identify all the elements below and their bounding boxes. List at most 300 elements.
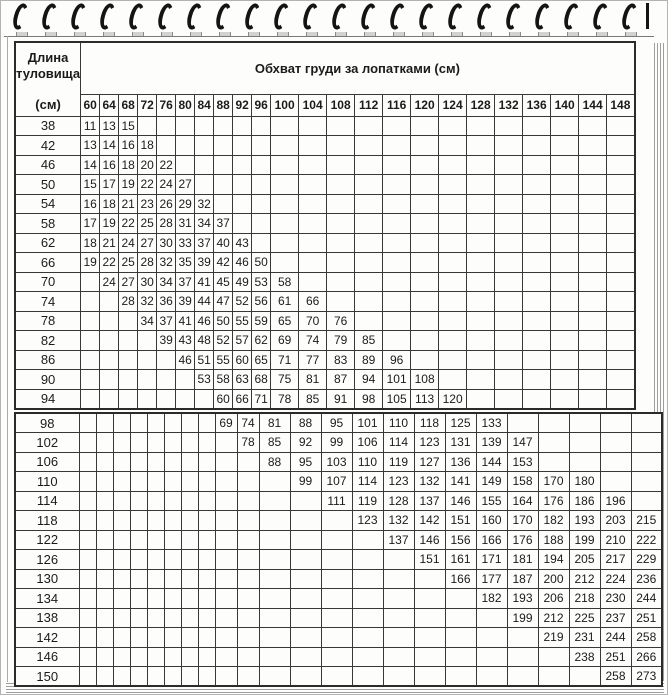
weight-cell xyxy=(290,530,321,550)
weight-cell: 156 xyxy=(445,530,476,550)
weight-cell xyxy=(355,311,383,331)
weight-cell xyxy=(355,155,383,175)
weight-cell xyxy=(411,253,439,273)
weight-cell xyxy=(81,272,100,292)
weight-cell: 224 xyxy=(600,569,631,589)
weight-cell xyxy=(414,667,445,687)
weight-cell xyxy=(538,667,569,687)
weight-cell: 161 xyxy=(445,550,476,570)
weight-cell: 222 xyxy=(631,530,662,550)
weight-cell: 14 xyxy=(81,155,100,175)
girth-column-label: 80 xyxy=(176,94,195,116)
weight-cell: 18 xyxy=(81,233,100,253)
weight-cell xyxy=(299,155,327,175)
weight-cell xyxy=(467,175,495,195)
weight-cell: 188 xyxy=(538,530,569,550)
weight-cell: 236 xyxy=(631,569,662,589)
weight-cell xyxy=(476,608,507,628)
weight-cell xyxy=(233,214,252,234)
weight-cell: 108 xyxy=(411,370,439,390)
weight-cell: 105 xyxy=(383,389,411,409)
weight-cell xyxy=(130,569,147,589)
weight-cell xyxy=(198,491,215,511)
weight-cell xyxy=(523,194,551,214)
weight-cell xyxy=(299,136,327,156)
weight-cell xyxy=(233,116,252,136)
weight-cell xyxy=(352,628,383,648)
weight-cell xyxy=(181,491,198,511)
table-header-row xyxy=(15,42,635,94)
weight-cell xyxy=(507,667,538,687)
weight-cell: 96 xyxy=(383,350,411,370)
weight-cell: 182 xyxy=(476,589,507,609)
table-row xyxy=(15,608,662,628)
weight-cell xyxy=(113,589,130,609)
weight-cell xyxy=(81,370,100,390)
table-row xyxy=(15,155,635,175)
body-length-label: 70 xyxy=(15,272,81,292)
weight-cell xyxy=(259,589,290,609)
weight-cell xyxy=(147,452,164,472)
weight-cell xyxy=(237,647,259,667)
weight-cell xyxy=(383,667,414,687)
weight-cell xyxy=(579,253,607,273)
weight-cell: 52 xyxy=(214,331,233,351)
body-length-label: 98 xyxy=(15,413,79,433)
weight-cell: 34 xyxy=(195,214,214,234)
weight-cell xyxy=(259,667,290,687)
weight-cell xyxy=(259,647,290,667)
weight-cell: 119 xyxy=(352,491,383,511)
weight-cell xyxy=(96,491,113,511)
weight-cell xyxy=(327,272,355,292)
weight-cell xyxy=(523,311,551,331)
spiral-ring-icon xyxy=(187,3,202,33)
weight-cell: 128 xyxy=(383,491,414,511)
weight-cell: 171 xyxy=(476,550,507,570)
spiral-ring-icon xyxy=(303,3,318,33)
weight-cell xyxy=(237,452,259,472)
table-row xyxy=(15,331,635,351)
weight-cell: 217 xyxy=(600,550,631,570)
weight-cell xyxy=(100,292,119,312)
weight-cell xyxy=(551,292,579,312)
spiral-ring-icon xyxy=(477,3,492,33)
weight-cell xyxy=(100,331,119,351)
weight-cell xyxy=(551,233,579,253)
weight-cell xyxy=(164,569,181,589)
weight-cell xyxy=(96,530,113,550)
weight-cell xyxy=(215,491,237,511)
weight-cell xyxy=(467,233,495,253)
weight-cell xyxy=(81,292,100,312)
weight-cell xyxy=(607,272,635,292)
weight-cell xyxy=(551,350,579,370)
weight-cell: 11 xyxy=(81,116,100,136)
weight-cell xyxy=(113,647,130,667)
weight-cell xyxy=(113,608,130,628)
weight-cell: 203 xyxy=(600,511,631,531)
weight-cell xyxy=(383,569,414,589)
weight-cell xyxy=(198,452,215,472)
weight-cell: 13 xyxy=(100,116,119,136)
weight-cell: 70 xyxy=(299,311,327,331)
weight-cell: 35 xyxy=(176,253,195,273)
weight-cell xyxy=(355,214,383,234)
weight-cell: 136 xyxy=(445,452,476,472)
weight-cell xyxy=(411,331,439,351)
weight-cell: 266 xyxy=(631,647,662,667)
weight-cell: 28 xyxy=(157,214,176,234)
weight-cell: 69 xyxy=(271,331,299,351)
weight-cell: 30 xyxy=(138,272,157,292)
weight-cell xyxy=(411,272,439,292)
weight-cell: 39 xyxy=(157,331,176,351)
weight-cell: 25 xyxy=(119,253,138,273)
weight-cell: 66 xyxy=(299,292,327,312)
weight-cell xyxy=(579,350,607,370)
weight-cell: 28 xyxy=(138,253,157,273)
weight-cell: 16 xyxy=(81,194,100,214)
weight-cell: 66 xyxy=(233,389,252,409)
weight-cell: 78 xyxy=(271,389,299,409)
weight-cell xyxy=(215,530,237,550)
weight-cell xyxy=(100,311,119,331)
weight-cell xyxy=(259,550,290,570)
weight-cell xyxy=(181,647,198,667)
weight-cell xyxy=(383,253,411,273)
weight-cell: 177 xyxy=(476,569,507,589)
weight-cell xyxy=(445,647,476,667)
weight-cell: 155 xyxy=(476,491,507,511)
weight-cell: 15 xyxy=(119,116,138,136)
weight-cell: 160 xyxy=(476,511,507,531)
weight-cell xyxy=(495,233,523,253)
weight-cell xyxy=(495,214,523,234)
weight-cell: 176 xyxy=(507,530,538,550)
weight-cell xyxy=(321,608,352,628)
weight-cell xyxy=(352,550,383,570)
weight-cell xyxy=(181,413,198,433)
weight-cell: 23 xyxy=(138,194,157,214)
weight-cell xyxy=(138,331,157,351)
weight-cell: 33 xyxy=(176,233,195,253)
weight-cell xyxy=(164,511,181,531)
weight-cell xyxy=(439,136,467,156)
weight-cell: 219 xyxy=(538,628,569,648)
weight-cell: 60 xyxy=(214,389,233,409)
weight-cell: 53 xyxy=(195,370,214,390)
weight-cell xyxy=(237,511,259,531)
body-length-label: 146 xyxy=(15,647,79,667)
weight-cell xyxy=(299,253,327,273)
body-length-label: 58 xyxy=(15,214,81,234)
weight-cell: 21 xyxy=(100,233,119,253)
weight-cell: 42 xyxy=(214,253,233,273)
weight-cell: 146 xyxy=(414,530,445,550)
weight-cell xyxy=(113,550,130,570)
weight-cell: 251 xyxy=(631,608,662,628)
weight-cell: 258 xyxy=(631,628,662,648)
weight-cell xyxy=(79,452,96,472)
weight-cell xyxy=(198,667,215,687)
spiral-ring-icon xyxy=(332,3,347,33)
weight-cell: 32 xyxy=(195,194,214,214)
weight-cell xyxy=(198,511,215,531)
weight-cell: 81 xyxy=(259,413,290,433)
weight-cell xyxy=(383,311,411,331)
weight-cell xyxy=(579,370,607,390)
weight-cell: 75 xyxy=(271,370,299,390)
table-row xyxy=(15,452,662,472)
weight-cell: 89 xyxy=(355,350,383,370)
weight-cell xyxy=(214,136,233,156)
weight-cell xyxy=(215,608,237,628)
weight-cell: 30 xyxy=(157,233,176,253)
weight-cell xyxy=(321,628,352,648)
weight-cell: 258 xyxy=(600,667,631,687)
weight-cell xyxy=(119,350,138,370)
weight-cell xyxy=(215,628,237,648)
weight-cell xyxy=(237,530,259,550)
weight-cell: 32 xyxy=(157,253,176,273)
weight-cell: 187 xyxy=(507,569,538,589)
weight-cell xyxy=(569,433,600,453)
weight-cell xyxy=(383,194,411,214)
weight-cell: 166 xyxy=(445,569,476,589)
table-row xyxy=(15,530,662,550)
weight-cell: 238 xyxy=(569,647,600,667)
table-row xyxy=(15,511,662,531)
weight-cell xyxy=(271,233,299,253)
body-length-label: 122 xyxy=(15,530,79,550)
table-row xyxy=(15,628,662,648)
body-length-label: 130 xyxy=(15,569,79,589)
weight-cell xyxy=(414,647,445,667)
spiral-ring-icon xyxy=(245,3,260,33)
weight-cell xyxy=(252,155,271,175)
weight-cell xyxy=(551,272,579,292)
weight-cell: 40 xyxy=(214,233,233,253)
weight-cell: 27 xyxy=(138,233,157,253)
table-row xyxy=(15,116,635,136)
weight-cell xyxy=(259,530,290,550)
weight-cell xyxy=(130,413,147,433)
weight-cell xyxy=(147,608,164,628)
weight-cell xyxy=(467,272,495,292)
weight-cell xyxy=(96,511,113,531)
weight-cell xyxy=(476,628,507,648)
weight-cell: 49 xyxy=(233,272,252,292)
spiral-ring-icon xyxy=(390,3,405,33)
weight-cell xyxy=(476,647,507,667)
weight-cell xyxy=(467,253,495,273)
spiral-ring-icon xyxy=(419,3,434,33)
weight-cell xyxy=(198,628,215,648)
weight-cell xyxy=(237,608,259,628)
weight-cell xyxy=(119,389,138,409)
body-length-label: 90 xyxy=(15,370,81,390)
weight-cell xyxy=(130,550,147,570)
weight-cell: 39 xyxy=(195,253,214,273)
weight-cell xyxy=(113,452,130,472)
body-length-label: 62 xyxy=(15,233,81,253)
weight-cell xyxy=(495,272,523,292)
weight-cell: 60 xyxy=(233,350,252,370)
body-length-label: 114 xyxy=(15,491,79,511)
weight-cell: 194 xyxy=(538,550,569,570)
weight-cell xyxy=(96,472,113,492)
weight-cell xyxy=(439,311,467,331)
weight-cell xyxy=(600,433,631,453)
weight-cell: 251 xyxy=(600,647,631,667)
weight-cell: 110 xyxy=(383,413,414,433)
weight-cell: 34 xyxy=(138,311,157,331)
weight-cell xyxy=(259,608,290,628)
body-length-label: 74 xyxy=(15,292,81,312)
weight-cell: 43 xyxy=(233,233,252,253)
spiral-ring-icon xyxy=(129,3,144,33)
weight-cell xyxy=(181,628,198,648)
weight-table-lower xyxy=(14,412,663,687)
weight-cell: 88 xyxy=(290,413,321,433)
weight-cell: 114 xyxy=(352,472,383,492)
body-length-label: 102 xyxy=(15,433,79,453)
weight-cell xyxy=(579,331,607,351)
weight-cell: 186 xyxy=(569,491,600,511)
weight-cell: 13 xyxy=(81,136,100,156)
weight-cell: 50 xyxy=(252,253,271,273)
weight-cell xyxy=(164,550,181,570)
girth-column-label: 148 xyxy=(607,94,635,116)
weight-cell xyxy=(383,272,411,292)
spiral-ring-icon xyxy=(448,3,463,33)
spiral-ring-icon xyxy=(593,3,608,33)
table-row xyxy=(15,194,635,214)
weight-cell: 71 xyxy=(252,389,271,409)
weight-cell xyxy=(290,511,321,531)
weight-cell xyxy=(215,511,237,531)
weight-cell: 32 xyxy=(138,292,157,312)
weight-cell xyxy=(147,413,164,433)
weight-cell xyxy=(113,511,130,531)
weight-cell xyxy=(271,214,299,234)
weight-cell: 34 xyxy=(157,272,176,292)
weight-cell xyxy=(327,116,355,136)
weight-cell xyxy=(579,272,607,292)
weight-cell: 16 xyxy=(119,136,138,156)
weight-cell: 199 xyxy=(569,530,600,550)
weight-cell xyxy=(439,116,467,136)
upper-table-body xyxy=(15,116,635,409)
weight-cell: 200 xyxy=(538,569,569,589)
lower-table-body xyxy=(15,413,662,686)
weight-cell xyxy=(414,628,445,648)
weight-cell xyxy=(252,136,271,156)
weight-cell xyxy=(523,116,551,136)
weight-cell xyxy=(538,452,569,472)
row-header-line1: Длина xyxy=(27,50,69,65)
weight-cell: 137 xyxy=(383,530,414,550)
weight-cell: 59 xyxy=(252,311,271,331)
weight-cell: 48 xyxy=(195,331,214,351)
weight-cell xyxy=(495,136,523,156)
weight-cell xyxy=(164,589,181,609)
weight-cell xyxy=(214,155,233,175)
weight-cell xyxy=(290,569,321,589)
body-length-label: 126 xyxy=(15,550,79,570)
weight-cell xyxy=(237,667,259,687)
girth-column-label: 104 xyxy=(299,94,327,116)
weight-cell: 53 xyxy=(252,272,271,292)
weight-cell xyxy=(607,233,635,253)
weight-cell xyxy=(299,233,327,253)
weight-cell: 99 xyxy=(321,433,352,453)
weight-cell xyxy=(579,194,607,214)
weight-cell xyxy=(237,569,259,589)
weight-cell: 166 xyxy=(476,530,507,550)
spiral-ring-icon xyxy=(361,3,376,33)
weight-cell xyxy=(569,667,600,687)
girth-column-label: 128 xyxy=(467,94,495,116)
weight-cell: 71 xyxy=(271,350,299,370)
body-length-label: 42 xyxy=(15,136,81,156)
girth-column-label: 124 xyxy=(439,94,467,116)
weight-cell xyxy=(176,370,195,390)
weight-cell xyxy=(195,136,214,156)
weight-cell xyxy=(445,628,476,648)
weight-cell xyxy=(215,550,237,570)
weight-cell: 147 xyxy=(507,433,538,453)
weight-cell xyxy=(290,647,321,667)
weight-cell xyxy=(607,116,635,136)
weight-cell xyxy=(215,589,237,609)
table-row xyxy=(15,136,635,156)
weight-cell: 132 xyxy=(414,472,445,492)
weight-cell xyxy=(551,253,579,273)
weight-cell xyxy=(467,136,495,156)
weight-cell xyxy=(147,550,164,570)
weight-cell xyxy=(119,331,138,351)
weight-cell: 81 xyxy=(299,370,327,390)
weight-cell: 176 xyxy=(538,491,569,511)
weight-cell: 24 xyxy=(119,233,138,253)
weight-cell: 199 xyxy=(507,608,538,628)
weight-cell xyxy=(147,647,164,667)
weight-cell xyxy=(600,413,631,433)
weight-cell xyxy=(119,370,138,390)
weight-cell: 125 xyxy=(445,413,476,433)
body-length-label: 118 xyxy=(15,511,79,531)
weight-cell xyxy=(113,569,130,589)
weight-cell xyxy=(195,389,214,409)
weight-cell xyxy=(607,136,635,156)
weight-cell xyxy=(551,116,579,136)
weight-cell xyxy=(96,550,113,570)
weight-cell xyxy=(164,530,181,550)
weight-cell: 58 xyxy=(214,370,233,390)
weight-cell xyxy=(176,389,195,409)
weight-cell xyxy=(495,350,523,370)
weight-cell: 131 xyxy=(445,433,476,453)
weight-cell xyxy=(96,433,113,453)
weight-cell xyxy=(495,292,523,312)
weight-cell xyxy=(439,175,467,195)
weight-cell: 78 xyxy=(237,433,259,453)
weight-cell xyxy=(439,350,467,370)
weight-cell: 43 xyxy=(176,331,195,351)
body-length-label: 38 xyxy=(15,116,81,136)
